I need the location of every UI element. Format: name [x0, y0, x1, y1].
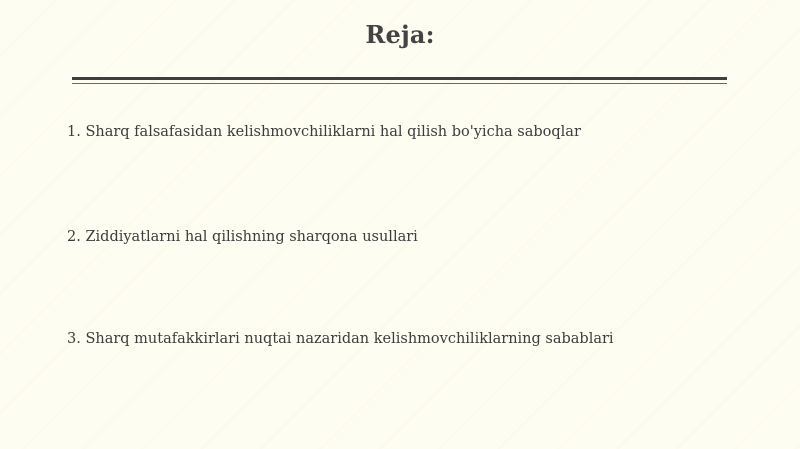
title-divider-thick: [72, 77, 727, 80]
title-divider-thin: [72, 83, 727, 84]
plan-item-1: 1. Sharq falsafasidan kelishmovchiliklarni hal qilish bo'yicha saboqlar: [67, 124, 581, 140]
plan-item-2: 2. Ziddiyatlarni hal qilishning sharqona usullari: [67, 229, 418, 245]
slide-title: Reja:: [365, 20, 435, 49]
plan-item-3: 3. Sharq mutafakkirlari nuqtai nazaridan kelishmovchiliklarning sabablari: [67, 331, 614, 347]
